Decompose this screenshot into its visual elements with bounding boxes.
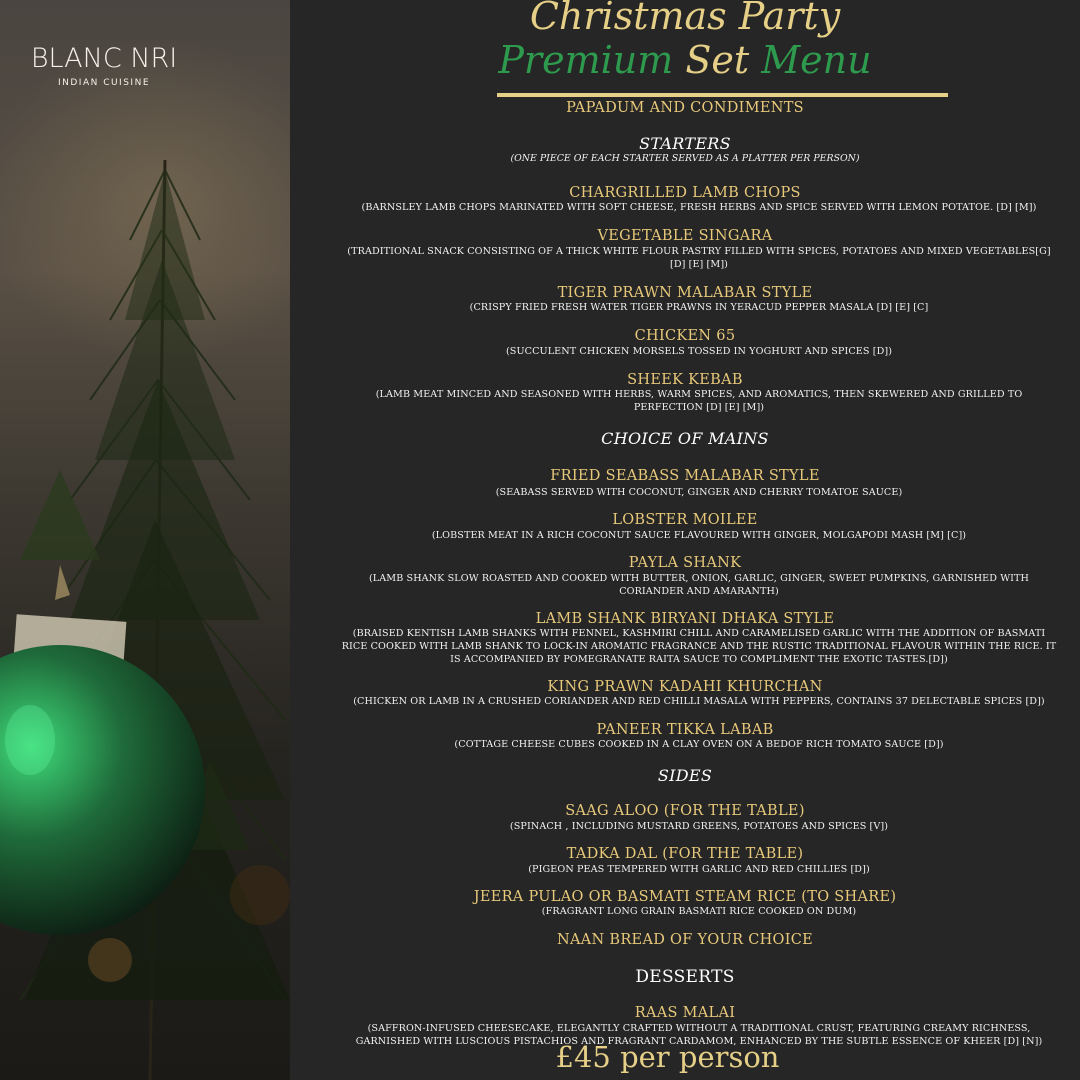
main-item-name: KING PRAWN KADAHI KHURCHAN: [547, 679, 823, 695]
title-word-menu: Menu: [761, 38, 872, 82]
main-item-desc: (BRAISED KENTISH LAMB SHANKS WITH FENNEL, KASHMIRI CHILL AND CARAMELISED GARLIC WITH THE ADDITION OF BASMATI RICE COOKED WITH LAMB SHANK TO LOCK-IN AROMATIC FRAGRANCE AND THE RUSTIC TRADITIONAL FLAVOUR WITHIN THE RICE. IT IS ACCOMPANIED BY POMEGRANATE RAITA SAUCE TO COMPLIMENT THE EXOTIC TASTES.[D]): [341, 628, 1057, 665]
starter-item-desc: (LAMB MEAT MINCED AND SEASONED WITH HERBS, WARM SPICES, AND AROMATICS, THEN SKEWERED AND GRILLED TO PERFECTION [D] [E] [M]): [375, 389, 1023, 413]
starters-note: (ONE PIECE OF EACH STARTER SERVED AS A PLATTER PER PERSON): [510, 153, 860, 164]
side-item-name: SAAG ALOO (FOR THE TABLE): [565, 803, 805, 819]
brand-name: BLANC NRI: [30, 43, 178, 74]
starter-item-desc: (SUCCULENT CHICKEN MORSELS TOSSED IN YOGHURT AND SPICES [D]): [505, 346, 893, 357]
starters-heading: STARTERS: [639, 134, 731, 153]
brand-logo: [30, 44, 178, 88]
tree-illustration: [0, 0, 290, 1080]
title-line-1: Christmas Party: [529, 0, 841, 38]
starter-item-name: VEGETABLE SINGARA: [597, 228, 773, 244]
main-item-desc: (SEABASS SERVED WITH COCONUT, GINGER AND CHERRY TOMATOE SAUCE): [495, 487, 903, 498]
main-item-desc: (LOBSTER MEAT IN A RICH COCONUT SAUCE FLAVOURED WITH GINGER, MOLGAPODI MASH [M] [C]): [431, 530, 967, 541]
dessert-item-desc: (SAFFRON-INFUSED CHEESECAKE, ELEGANTLY CRAFTED WITHOUT A TRADITIONAL CRUST, FEATURING CREAMY RICHNESS, GARNISHED WITH LUSCIOUS PISTACHIOS AND FRAGRANT CARDAMOM, ENHANCED BY THE SUBTLE ESSENCE OF KHEER [D] [N]): [355, 1023, 1043, 1047]
starter-item-desc: (TRADITIONAL SNACK CONSISTING OF A THICK WHITE FLOUR PASTRY FILLED WITH SPICES, POTATOES AND MIXED VEGETABLES[G] [D] [E] [M]): [347, 246, 1051, 270]
main-item-desc: (CHICKEN OR LAMB IN A CRUSHED CORIANDER AND RED CHILLI MASALA WITH PEPPERS, CONTAINS 37 DELECTABLE SPICES [D]): [353, 696, 1045, 707]
side-item-name: JEERA PULAO OR BASMATI STEAM RICE (TO SHARE): [473, 889, 897, 905]
sides-heading: SIDES: [657, 766, 713, 785]
starter-item-name: SHEEK KEBAB: [627, 372, 743, 388]
main-item-name: PAYLA SHANK: [628, 555, 742, 571]
christmas-tree-photo: [0, 0, 290, 1080]
menu-panel: [290, 0, 1080, 1080]
starter-item-name: CHICKEN 65: [634, 328, 736, 344]
mains-heading: CHOICE OF MAINS: [601, 429, 769, 448]
title-divider: [497, 93, 948, 97]
brand-tagline: INDIAN CUISINE: [57, 78, 151, 88]
dessert-item-name: RAAS MALAI: [634, 1005, 736, 1021]
side-item-name: TADKA DAL (FOR THE TABLE): [566, 846, 804, 862]
starter-item-name: CHARGRILLED LAMB CHOPS: [569, 185, 801, 201]
main-item-name: LOBSTER MOILEE: [612, 512, 758, 528]
desserts-heading: DESSERTS: [635, 967, 735, 987]
intro-line: PAPADUM AND CONDIMENTS: [566, 100, 804, 116]
side-item-desc: (FRAGRANT LONG GRAIN BASMATI RICE COOKED ON DUM): [541, 906, 857, 917]
main-item-name: LAMB SHANK BIRYANI DHAKA STYLE: [535, 611, 835, 627]
side-item-desc: (PIGEON PEAS TEMPERED WITH GARLIC AND RED CHILLIES [D]): [528, 864, 870, 875]
title-word-premium: Premium: [498, 38, 674, 82]
side-item-desc: (SPINACH , INCLUDING MUSTARD GREENS, POTATOES AND SPICES [V]): [509, 821, 889, 832]
price: £45 per person: [555, 1040, 780, 1074]
starter-item-name: TIGER PRAWN MALABAR STYLE: [557, 285, 813, 301]
starter-item-desc: (CRISPY FRIED FRESH WATER TIGER PRAWNS IN YERACUD PEPPER MASALA [D] [E] [C]: [469, 302, 929, 313]
title-word-set: Set: [685, 38, 750, 82]
starter-item-desc: (BARNSLEY LAMB CHOPS MARINATED WITH SOFT CHEESE, FRESH HERBS AND SPICE SERVED WITH LEMON POTATOE. [D] [M]): [361, 202, 1037, 213]
main-item-name: FRIED SEABASS MALABAR STYLE: [550, 468, 820, 484]
side-item-name: NAAN BREAD OF YOUR CHOICE: [556, 932, 814, 948]
main-item-desc: (LAMB SHANK SLOW ROASTED AND COOKED WITH BUTTER, ONION, GARLIC, GINGER, SWEET PUMPKINS, GARNISHED WITH CORIANDER AND AMARANTH): [368, 573, 1030, 597]
main-item-desc: (COTTAGE CHEESE CUBES COOKED IN A CLAY OVEN ON A BEDOF RICH TOMATO SAUCE [D]): [454, 739, 944, 750]
title-line-2: [290, 38, 1080, 82]
main-item-name: PANEER TIKKA LABAB: [596, 722, 774, 738]
